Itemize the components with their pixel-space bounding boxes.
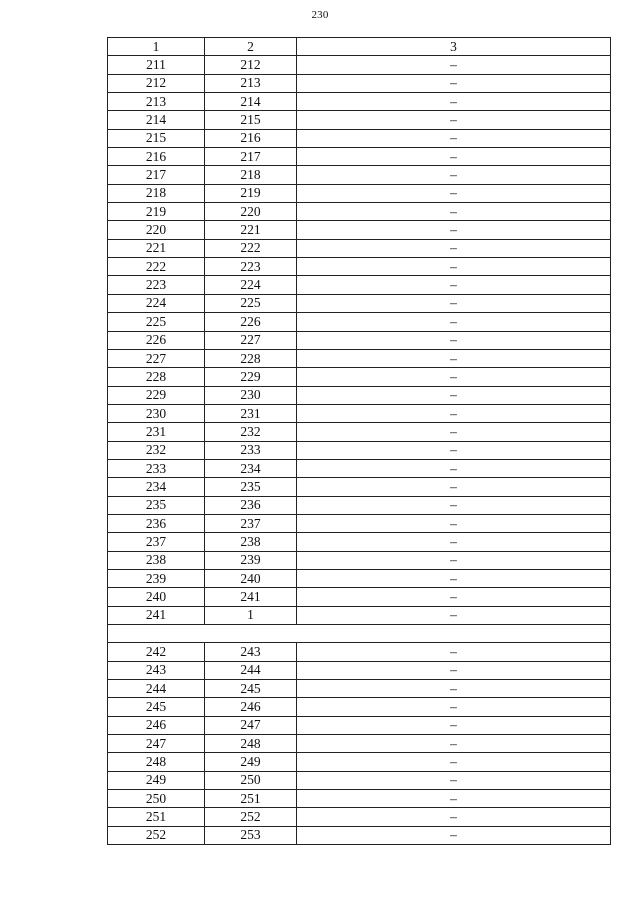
table-cell-col-2: 220 [205, 203, 297, 221]
table-row [108, 441, 611, 459]
table-cell-col-3: – [297, 74, 611, 92]
table-cell-col-3: – [297, 716, 611, 734]
table-cell-col-1: 214 [108, 111, 205, 129]
table-row [108, 93, 611, 111]
table-cell-col-2: 212 [205, 56, 297, 74]
table-row [108, 533, 611, 551]
table-cell-col-1: 247 [108, 735, 205, 753]
table-cell-col-1: 222 [108, 258, 205, 276]
table-row [108, 588, 611, 606]
table-cell-col-3: – [297, 294, 611, 312]
table-row [108, 258, 611, 276]
table-cell-col-3: – [297, 698, 611, 716]
table-cell-col-2: 230 [205, 386, 297, 404]
table-cell-col-1: 215 [108, 129, 205, 147]
table-cell-col-1: 241 [108, 606, 205, 624]
table-row [108, 423, 611, 441]
table-cell-col-3: – [297, 735, 611, 753]
table-cell-col-2: 252 [205, 808, 297, 826]
table-cell-col-2: 222 [205, 239, 297, 257]
column-header-2: 2 [205, 38, 297, 56]
table-cell-col-1: 245 [108, 698, 205, 716]
empty-spacer-row [108, 625, 611, 643]
table-cell-col-3: – [297, 423, 611, 441]
table-cell-col-1: 228 [108, 368, 205, 386]
table-cell-col-3: – [297, 386, 611, 404]
table-row [108, 551, 611, 569]
table-row [108, 166, 611, 184]
table-cell-col-1: 226 [108, 331, 205, 349]
table-cell-col-2: 238 [205, 533, 297, 551]
table-cell-col-1: 246 [108, 716, 205, 734]
table-row [108, 276, 611, 294]
table-cell-col-2: 232 [205, 423, 297, 441]
table-row [108, 459, 611, 477]
table-cell-col-1: 227 [108, 349, 205, 367]
table-cell-col-3: – [297, 148, 611, 166]
table-cell-col-3: – [297, 166, 611, 184]
table-cell-col-1: 236 [108, 514, 205, 532]
table-row [108, 735, 611, 753]
table-cell-col-3: – [297, 569, 611, 587]
table-cell-col-3: – [297, 753, 611, 771]
table-row [108, 753, 611, 771]
table-cell-col-3: – [297, 551, 611, 569]
table-cell-col-1: 217 [108, 166, 205, 184]
table-cell-col-2: 234 [205, 459, 297, 477]
table-row [108, 74, 611, 92]
table-cell-col-2: 245 [205, 680, 297, 698]
table-cell-col-2: 250 [205, 771, 297, 789]
table-cell-col-3: – [297, 441, 611, 459]
table-cell-col-1: 218 [108, 184, 205, 202]
table-row [108, 478, 611, 496]
table-body-tail [108, 643, 611, 845]
table-cell-col-1: 250 [108, 790, 205, 808]
table-cell-col-1: 230 [108, 404, 205, 422]
table-row [108, 643, 611, 661]
table-cell-col-3: – [297, 771, 611, 789]
table-body-main [108, 56, 611, 625]
table-row [108, 826, 611, 844]
table-cell-col-2: 213 [205, 74, 297, 92]
table-row [108, 496, 611, 514]
table-cell-col-1: 235 [108, 496, 205, 514]
table-cell-col-2: 249 [205, 753, 297, 771]
table-cell-col-1: 219 [108, 203, 205, 221]
table-cell-col-3: – [297, 514, 611, 532]
table-cell-col-2: 240 [205, 569, 297, 587]
table-row [108, 386, 611, 404]
table-cell-col-1: 239 [108, 569, 205, 587]
table-cell-col-1: 237 [108, 533, 205, 551]
table-cell-col-2: 239 [205, 551, 297, 569]
table-cell-col-1: 249 [108, 771, 205, 789]
table-cell-col-2: 214 [205, 93, 297, 111]
table-cell-col-1: 251 [108, 808, 205, 826]
table-cell-col-3: – [297, 203, 611, 221]
table-row [108, 771, 611, 789]
table-cell-col-3: – [297, 276, 611, 294]
table-cell-col-1: 244 [108, 680, 205, 698]
table-row [108, 808, 611, 826]
table-cell-col-2: 247 [205, 716, 297, 734]
table-cell-col-1: 248 [108, 753, 205, 771]
column-header-1: 1 [108, 38, 205, 56]
table-cell-col-2: 226 [205, 313, 297, 331]
table-cell-col-3: – [297, 496, 611, 514]
table-row [108, 368, 611, 386]
table-row [108, 349, 611, 367]
table-cell-col-1: 234 [108, 478, 205, 496]
table-cell-col-2: 225 [205, 294, 297, 312]
table-cell-col-3: – [297, 404, 611, 422]
table-cell-col-3: – [297, 459, 611, 477]
table-cell-col-3: – [297, 588, 611, 606]
table-cell-col-3: – [297, 93, 611, 111]
table-cell-col-3: – [297, 661, 611, 679]
table-cell-col-1: 211 [108, 56, 205, 74]
table-cell-col-3: – [297, 533, 611, 551]
table-cell-col-1: 225 [108, 313, 205, 331]
table-row [108, 680, 611, 698]
table-cell-col-1: 223 [108, 276, 205, 294]
table-cell-col-2: 251 [205, 790, 297, 808]
table-cell-col-3: – [297, 808, 611, 826]
table-cell-col-2: 224 [205, 276, 297, 294]
table-row [108, 56, 611, 74]
table-cell-col-3: – [297, 313, 611, 331]
table-cell-col-1: 229 [108, 386, 205, 404]
table-row [108, 294, 611, 312]
data-table [107, 37, 611, 845]
table-cell-col-1: 224 [108, 294, 205, 312]
table-header-row [108, 38, 611, 56]
table-cell-col-2: 217 [205, 148, 297, 166]
table-row [108, 569, 611, 587]
table-row [108, 331, 611, 349]
table-row [108, 184, 611, 202]
table-cell-col-2: 229 [205, 368, 297, 386]
table-row [108, 514, 611, 532]
table-cell-col-3: – [297, 129, 611, 147]
table-cell-col-1: 216 [108, 148, 205, 166]
table-cell-col-1: 238 [108, 551, 205, 569]
table-cell-col-3: – [297, 111, 611, 129]
table-cell-col-3: – [297, 643, 611, 661]
table-cell-col-2: 1 [205, 606, 297, 624]
table-cell-col-2: 235 [205, 478, 297, 496]
table-cell-col-1: 252 [108, 826, 205, 844]
table-cell-col-1: 242 [108, 643, 205, 661]
table-cell-col-3: – [297, 56, 611, 74]
table-cell-col-3: – [297, 478, 611, 496]
table-cell-col-3: – [297, 258, 611, 276]
table-cell-col-3: – [297, 239, 611, 257]
table-cell-col-2: 228 [205, 349, 297, 367]
table-cell-col-2: 231 [205, 404, 297, 422]
table-row [108, 221, 611, 239]
table-cell-col-3: – [297, 349, 611, 367]
table-cell-col-2: 216 [205, 129, 297, 147]
table-row [108, 239, 611, 257]
table-cell-col-1: 221 [108, 239, 205, 257]
column-header-3: 3 [297, 38, 611, 56]
table-cell-col-2: 215 [205, 111, 297, 129]
table-cell-col-2: 237 [205, 514, 297, 532]
table-cell-col-2: 244 [205, 661, 297, 679]
table-cell-col-1: 213 [108, 93, 205, 111]
table-cell-col-1: 212 [108, 74, 205, 92]
table-cell-col-3: – [297, 221, 611, 239]
table-cell-col-3: – [297, 826, 611, 844]
table-row [108, 111, 611, 129]
table-cell-col-3: – [297, 790, 611, 808]
table-cell-col-1: 233 [108, 459, 205, 477]
table-cell-col-3: – [297, 368, 611, 386]
table-row [108, 716, 611, 734]
table-cell-col-2: 243 [205, 643, 297, 661]
table-cell-col-1: 232 [108, 441, 205, 459]
table-row [108, 404, 611, 422]
table-row [108, 606, 611, 624]
table-cell-col-2: 248 [205, 735, 297, 753]
table-cell-col-1: 240 [108, 588, 205, 606]
table-cell-col-1: 220 [108, 221, 205, 239]
table-cell-col-2: 246 [205, 698, 297, 716]
table-cell-col-2: 227 [205, 331, 297, 349]
table-row [108, 790, 611, 808]
table-cell-col-3: – [297, 606, 611, 624]
table-cell-col-2: 236 [205, 496, 297, 514]
empty-spacer-cell [108, 625, 611, 643]
table-gap-section [108, 625, 611, 643]
table-cell-col-2: 233 [205, 441, 297, 459]
table-cell-col-2: 253 [205, 826, 297, 844]
table-row [108, 698, 611, 716]
table-cell-col-1: 231 [108, 423, 205, 441]
table-row [108, 313, 611, 331]
table-cell-col-2: 241 [205, 588, 297, 606]
table-row [108, 661, 611, 679]
page-number: 230 [311, 9, 329, 21]
table-cell-col-2: 218 [205, 166, 297, 184]
table-cell-col-2: 219 [205, 184, 297, 202]
table-cell-col-2: 221 [205, 221, 297, 239]
table-cell-col-3: – [297, 680, 611, 698]
table-cell-col-3: – [297, 184, 611, 202]
table-cell-col-2: 223 [205, 258, 297, 276]
table-cell-col-1: 243 [108, 661, 205, 679]
table-row [108, 148, 611, 166]
table-row [108, 203, 611, 221]
table-cell-col-3: – [297, 331, 611, 349]
table-row [108, 129, 611, 147]
